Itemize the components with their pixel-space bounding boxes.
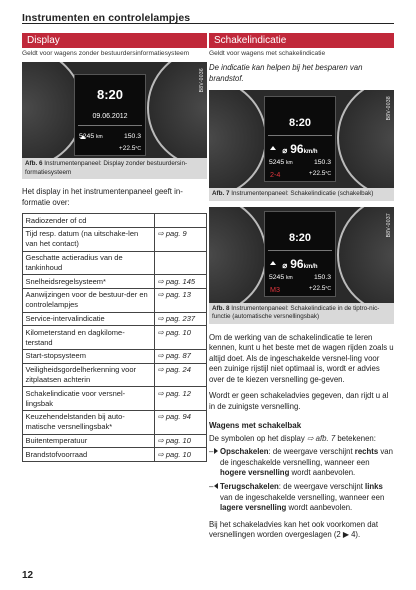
table-cell-item: Buitentemperatuur bbox=[23, 434, 155, 448]
table-row bbox=[23, 326, 207, 350]
upshift-label: Opschakelen bbox=[220, 447, 269, 457]
table-cell-page-ref[interactable]: ⇨ pag. 94 bbox=[155, 410, 207, 434]
table-row bbox=[23, 387, 207, 411]
section-title-display: Display bbox=[22, 33, 207, 48]
table-cell-page-ref[interactable]: ⇨ pag. 9 bbox=[155, 227, 207, 251]
page-number: 12 bbox=[22, 570, 34, 581]
figure-7-caption bbox=[209, 188, 394, 201]
display-screen bbox=[74, 74, 146, 156]
table-cell-page-ref[interactable]: ⇨ pag. 237 bbox=[155, 312, 207, 326]
section-subtitle: Geldt voor wagens zonder bestuurdersinformatiesysteem bbox=[22, 50, 190, 57]
right-column bbox=[209, 33, 394, 541]
odometer-row bbox=[79, 133, 141, 140]
odometer-unit: km bbox=[286, 274, 293, 281]
bullet-upshift bbox=[209, 447, 394, 479]
table-cell-item: Schakelindicatie voor versnel-lingsbak bbox=[23, 387, 155, 411]
table-cell-item: Keuzehendelstanden bij auto-matische versnellingsbak* bbox=[23, 410, 155, 434]
bullet-dash: – bbox=[209, 447, 220, 479]
table-cell-page-ref[interactable]: ⇨ pag. 24 bbox=[155, 363, 207, 387]
downshift-triangle-icon bbox=[214, 483, 218, 489]
display-divider bbox=[268, 135, 332, 136]
table-cell-item: Snelheidsregelsysteem* bbox=[23, 275, 155, 289]
b1-text-c: van de ingeschakelde versnelling, wanneer een bbox=[220, 447, 393, 467]
figure-8-caption bbox=[209, 303, 394, 324]
table-cell-item: Radiozender of cd bbox=[23, 214, 155, 228]
speed-readout bbox=[265, 142, 335, 156]
caption-label: Afb. 8 bbox=[212, 304, 230, 312]
table-cell-page-ref[interactable] bbox=[155, 251, 207, 275]
table-row bbox=[23, 434, 207, 448]
table-row bbox=[23, 214, 207, 228]
tachometer-gauge bbox=[147, 62, 207, 158]
table-row bbox=[23, 363, 207, 387]
paragraph-2: Wordt er geen schakeladvies gegeven, dan rijdt u al in de zuinigste versnelling. bbox=[209, 391, 389, 412]
clock-time: 8:20 bbox=[288, 117, 312, 129]
table-cell-page-ref[interactable]: ⇨ pag. 87 bbox=[155, 349, 207, 363]
b1-text-b: rechts bbox=[354, 447, 379, 457]
consumption-icon: ⌀ bbox=[282, 146, 288, 155]
bullet-downshift bbox=[209, 482, 394, 514]
table-cell-page-ref[interactable] bbox=[155, 214, 207, 228]
info-table bbox=[22, 213, 207, 462]
table-cell-item: Brandstofvoorraad bbox=[23, 448, 155, 462]
table-row bbox=[23, 349, 207, 363]
figure-code: B8V-0037 bbox=[386, 212, 392, 237]
table-intro: Het display in het instrumentenpaneel geeft in-formatie over: bbox=[22, 187, 183, 207]
temp-value: +22.5 bbox=[308, 284, 326, 292]
section-title-schakelindicatie: Schakelindicatie bbox=[209, 33, 394, 48]
temp-value: +22.5 bbox=[308, 170, 326, 177]
temp-unit: °C bbox=[325, 285, 331, 292]
paragraph-3 bbox=[209, 434, 394, 445]
odometer-value: 5245 bbox=[269, 159, 285, 166]
consumption-icon: ⌀ bbox=[282, 260, 288, 270]
intro-text: De indicatie kan helpen bij het besparen van brandstof. bbox=[209, 63, 363, 83]
left-column bbox=[22, 33, 207, 462]
table-cell-item: Tijd resp. datum (na uitschake-len van het contact) bbox=[23, 227, 155, 251]
odometer-unit: km bbox=[96, 134, 103, 140]
figure-code: B8V-0036 bbox=[199, 68, 205, 93]
table-cell-item: Geschatte actieradius van de tankinhoud bbox=[23, 251, 155, 275]
figure-7-gear-indicator bbox=[209, 90, 394, 188]
caption-text: Instrumentenpaneel: Display zonder bestuurdersin-formatiesysteem bbox=[25, 160, 188, 176]
table-cell-page-ref[interactable]: ⇨ pag. 13 bbox=[155, 288, 207, 312]
odometer-value: 5245 bbox=[269, 273, 285, 281]
table-cell-item: Start-stopsysteem bbox=[23, 349, 155, 363]
odometer-row bbox=[269, 274, 331, 281]
odometer-row bbox=[269, 159, 331, 166]
table-cell-item: Veiligheidsgordelherkenning voor zitplaatsen achterin bbox=[23, 363, 155, 387]
figure-6-caption bbox=[22, 158, 207, 179]
table-row bbox=[23, 410, 207, 434]
table-row bbox=[23, 275, 207, 289]
b2-text-b: links bbox=[365, 482, 383, 492]
display-divider bbox=[268, 250, 332, 251]
table-cell-item: Aanwijzingen voor de bestuur-der en controlelampjes bbox=[23, 288, 155, 312]
b1-text-a: : de weergave verschijnt bbox=[268, 447, 355, 457]
display-screen bbox=[264, 211, 336, 297]
paragraph-4: Bij het schakeladvies kan het ook voorkomen dat versnellingen worden overgeslagen (2 ▶ 4). bbox=[209, 519, 379, 540]
p3-pre: De symbolen op het display bbox=[209, 433, 307, 443]
b1-text-d: hogere versnelling bbox=[220, 468, 290, 478]
display-screen bbox=[264, 96, 336, 182]
table-cell-page-ref[interactable]: ⇨ pag. 10 bbox=[155, 326, 207, 350]
temp-unit: °C bbox=[325, 171, 331, 177]
clock-time: 8:20 bbox=[96, 87, 124, 102]
caption-label: Afb. 6 bbox=[25, 160, 43, 167]
table-row bbox=[23, 448, 207, 462]
upshift-triangle-icon bbox=[214, 448, 218, 454]
trip-value: 150.3 bbox=[313, 273, 331, 281]
trip-value: 150.3 bbox=[313, 159, 331, 166]
table-cell-page-ref[interactable]: ⇨ pag. 10 bbox=[155, 434, 207, 448]
downshift-label: Terugschakelen bbox=[220, 482, 279, 492]
odometer-unit: km bbox=[286, 160, 293, 166]
speedometer-gauge bbox=[209, 207, 267, 303]
figure-7-link[interactable]: ⇨ afb. 7 bbox=[306, 433, 336, 443]
figure-code: B8V-0038 bbox=[386, 96, 392, 121]
speed-value: 96 bbox=[290, 256, 304, 271]
b2-text-e: wordt aanbevolen. bbox=[286, 503, 353, 513]
caption-label: Afb. 7 bbox=[212, 190, 230, 197]
paragraph-1: Om de werking van de schakelindicatie te leren kennen, kunt u het beste met de wagen rijden zoals u altijd doet. Als de ingeschakelde versnel-ling voor een zuinige rijstijl niet optimaal is, wordt er advies over de te kiezen versnelling ge-geven. bbox=[209, 332, 394, 384]
figure-8-tiptronic-indicator bbox=[209, 207, 394, 303]
speed-unit: km/h bbox=[303, 149, 318, 155]
b2-text-c: van de ingeschakelde versnelling, wanneer een bbox=[220, 492, 385, 502]
temperature bbox=[309, 170, 331, 177]
temp-value: +22.5 bbox=[118, 145, 136, 152]
b2-text-a: : de weergave verschijnt bbox=[278, 482, 366, 492]
speed-unit: km/h bbox=[303, 263, 318, 270]
odometer-value: 5245 bbox=[79, 133, 95, 140]
table-cell-page-ref[interactable]: ⇨ pag. 145 bbox=[155, 275, 207, 289]
table-row bbox=[23, 312, 207, 326]
display-divider bbox=[78, 125, 142, 126]
table-cell-item: Service-intervalindicatie bbox=[23, 312, 155, 326]
b2-text-d: lagere versnelling bbox=[220, 503, 287, 513]
table-cell-page-ref[interactable]: ⇨ pag. 12 bbox=[155, 387, 207, 411]
section-subtitle: Geldt voor wagens met schakelindicatie bbox=[209, 50, 326, 57]
table-cell-item: Kilometerstand en dagkilome-terstand bbox=[23, 326, 155, 350]
temperature bbox=[309, 285, 331, 292]
table-cell-page-ref[interactable]: ⇨ pag. 10 bbox=[155, 448, 207, 462]
p3-post: betekenen: bbox=[335, 433, 376, 443]
clock-time: 8:20 bbox=[288, 231, 312, 244]
figure-6-display bbox=[22, 62, 207, 158]
table-row bbox=[23, 251, 207, 275]
speedometer-gauge bbox=[209, 90, 267, 188]
bullet-dash: – bbox=[209, 482, 220, 514]
gear-indicator: M3 bbox=[270, 284, 280, 294]
speed-value: 96 bbox=[290, 142, 304, 156]
table-row bbox=[23, 288, 207, 312]
page-header bbox=[22, 8, 394, 24]
gear-indicator: 2-4 bbox=[270, 170, 281, 179]
trip-value: 150.3 bbox=[123, 133, 141, 140]
date-text: 09.06.2012 bbox=[92, 113, 128, 120]
speed-readout bbox=[265, 257, 335, 271]
b1-text-e: wordt aanbevolen. bbox=[289, 468, 356, 478]
caption-text: Instrumentenpaneel: Schakelindicatie (schakelbak) bbox=[231, 190, 374, 197]
temperature bbox=[119, 145, 141, 152]
subheading: Wagens met schakelbak bbox=[209, 420, 302, 430]
table-row bbox=[23, 227, 207, 251]
caption-text: Instrumentenpaneel: Schakelindicatie in de tiptro-nic-functie (automatische versnellingsbak) bbox=[212, 304, 380, 320]
temp-unit: °C bbox=[135, 146, 141, 152]
page-header-title: Instrumenten en controlelampjes bbox=[22, 12, 191, 24]
